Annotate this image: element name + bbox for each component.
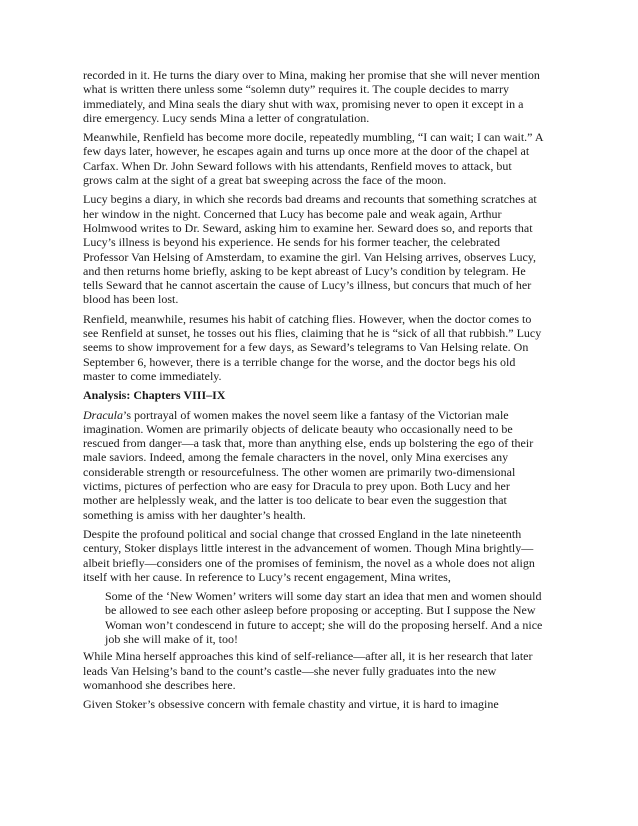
summary-paragraph-3: Lucy begins a diary, in which she records bad dreams and recounts that something scratches at her window in the night. Concerned that Lucy has become pale and weak again, Arthur Holmwood writes to Dr. Seward, asking him to examine her. Seward does so, and reports that Lucy’s illness is beyond his experience. He sends for his former teacher, the celebrated Professor Van Helsing of Amsterdam, to examine the girl. Van Helsing arrives, observes Lucy, and then returns home briefly, asking to be kept abreast of Lucy’s condition by telegram. He tells Seward that he cannot ascertain the cause of Lucy’s illness, but concurs that much of her blood has been lost.: [83, 192, 537, 307]
analysis-paragraph-2: Despite the profound political and social change that crossed England in the late nineteenth century, Stoker displays little interest in the advancement of women. Though Mina brightly—albeit briefly—considers one of the promises of feminism, the novel as a whole does not align itself with her cause. In reference to Lucy’s recent engagement, Mina writes,: [83, 526, 535, 584]
analysis-paragraph-4: Given Stoker’s obsessive concern with female chastity and virtue, it is hard to imagine: [83, 697, 499, 712]
analysis-paragraph-1: [83, 408, 543, 522]
block-quote-text: Some of the ‘New Women’ writers will some day start an idea that men and women should be allowed to see each other asleep before proposing or accepting. But I suppose the New Woman won’t condescend in future to accept; she will do the proposing herself. And a nice job she will make of it, too!: [105, 589, 543, 646]
analysis-paragraph-3: While Mina herself approaches this kind of self-reliance—after all, it is her research that later leads Van Helsing’s band to the count’s castle—she never fully graduates into the new womanhood she describes here.: [83, 649, 533, 692]
section-heading: Analysis: Chapters VIII–IX: [83, 388, 226, 403]
block-quote: [105, 589, 543, 646]
analysis-paragraph-1-text: ’s portrayal of women makes the novel seem like a fantasy of the Victorian male imagination. Women are primarily objects of delicate beauty who occasionally need to be rescued from danger—a task that, more than anything else, ends up bolstering the ego of their male saviors. Indeed, among the female characters in the novel, only Mina exercises any considerable strength or resourcefulness. The other women are primarily two-dimensional victims, pictures of perfection who are easy for Dracula to prey upon. Both Lucy and her mother are helplessly weak, and the latter is too delicate to bear even the suggestion that something is amiss with her daughter’s health.: [83, 407, 534, 522]
book-title: Dracula: [83, 407, 123, 422]
summary-paragraph-2: Meanwhile, Renfield has become more docile, repeatedly mumbling, “I can wait; I can wait.” A few days later, however, he escapes again and turns up once more at the door of the chapel at Carfax. When Dr. John Seward follows with his attendants, Renfield moves to attack, but grows calm at the sight of a great bat sweeping across the face of the moon.: [83, 130, 543, 188]
summary-paragraph-4: Renfield, meanwhile, resumes his habit of catching flies. However, when the doctor comes to see Renfield at sunset, he tosses out his flies, claiming that he is “sick of all that rubbish.” Lucy seems to show improvement for a few days, as Seward’s telegrams to Van Helsing relate. On September 6, however, there is a terrible change for the worse, and the doctor begs his old master to come immediately.: [83, 311, 542, 383]
document-page: [83, 68, 543, 716]
summary-paragraph-1: recorded in it. He turns the diary over to Mina, making her promise that she will never mention what is written there unless some “solemn duty” requires it. The couple decides to marry immediately, and Mina seals the diary shut with wax, promising never to open it except in a dire emergency. Lucy sends Mina a letter of congratulation.: [83, 68, 540, 125]
